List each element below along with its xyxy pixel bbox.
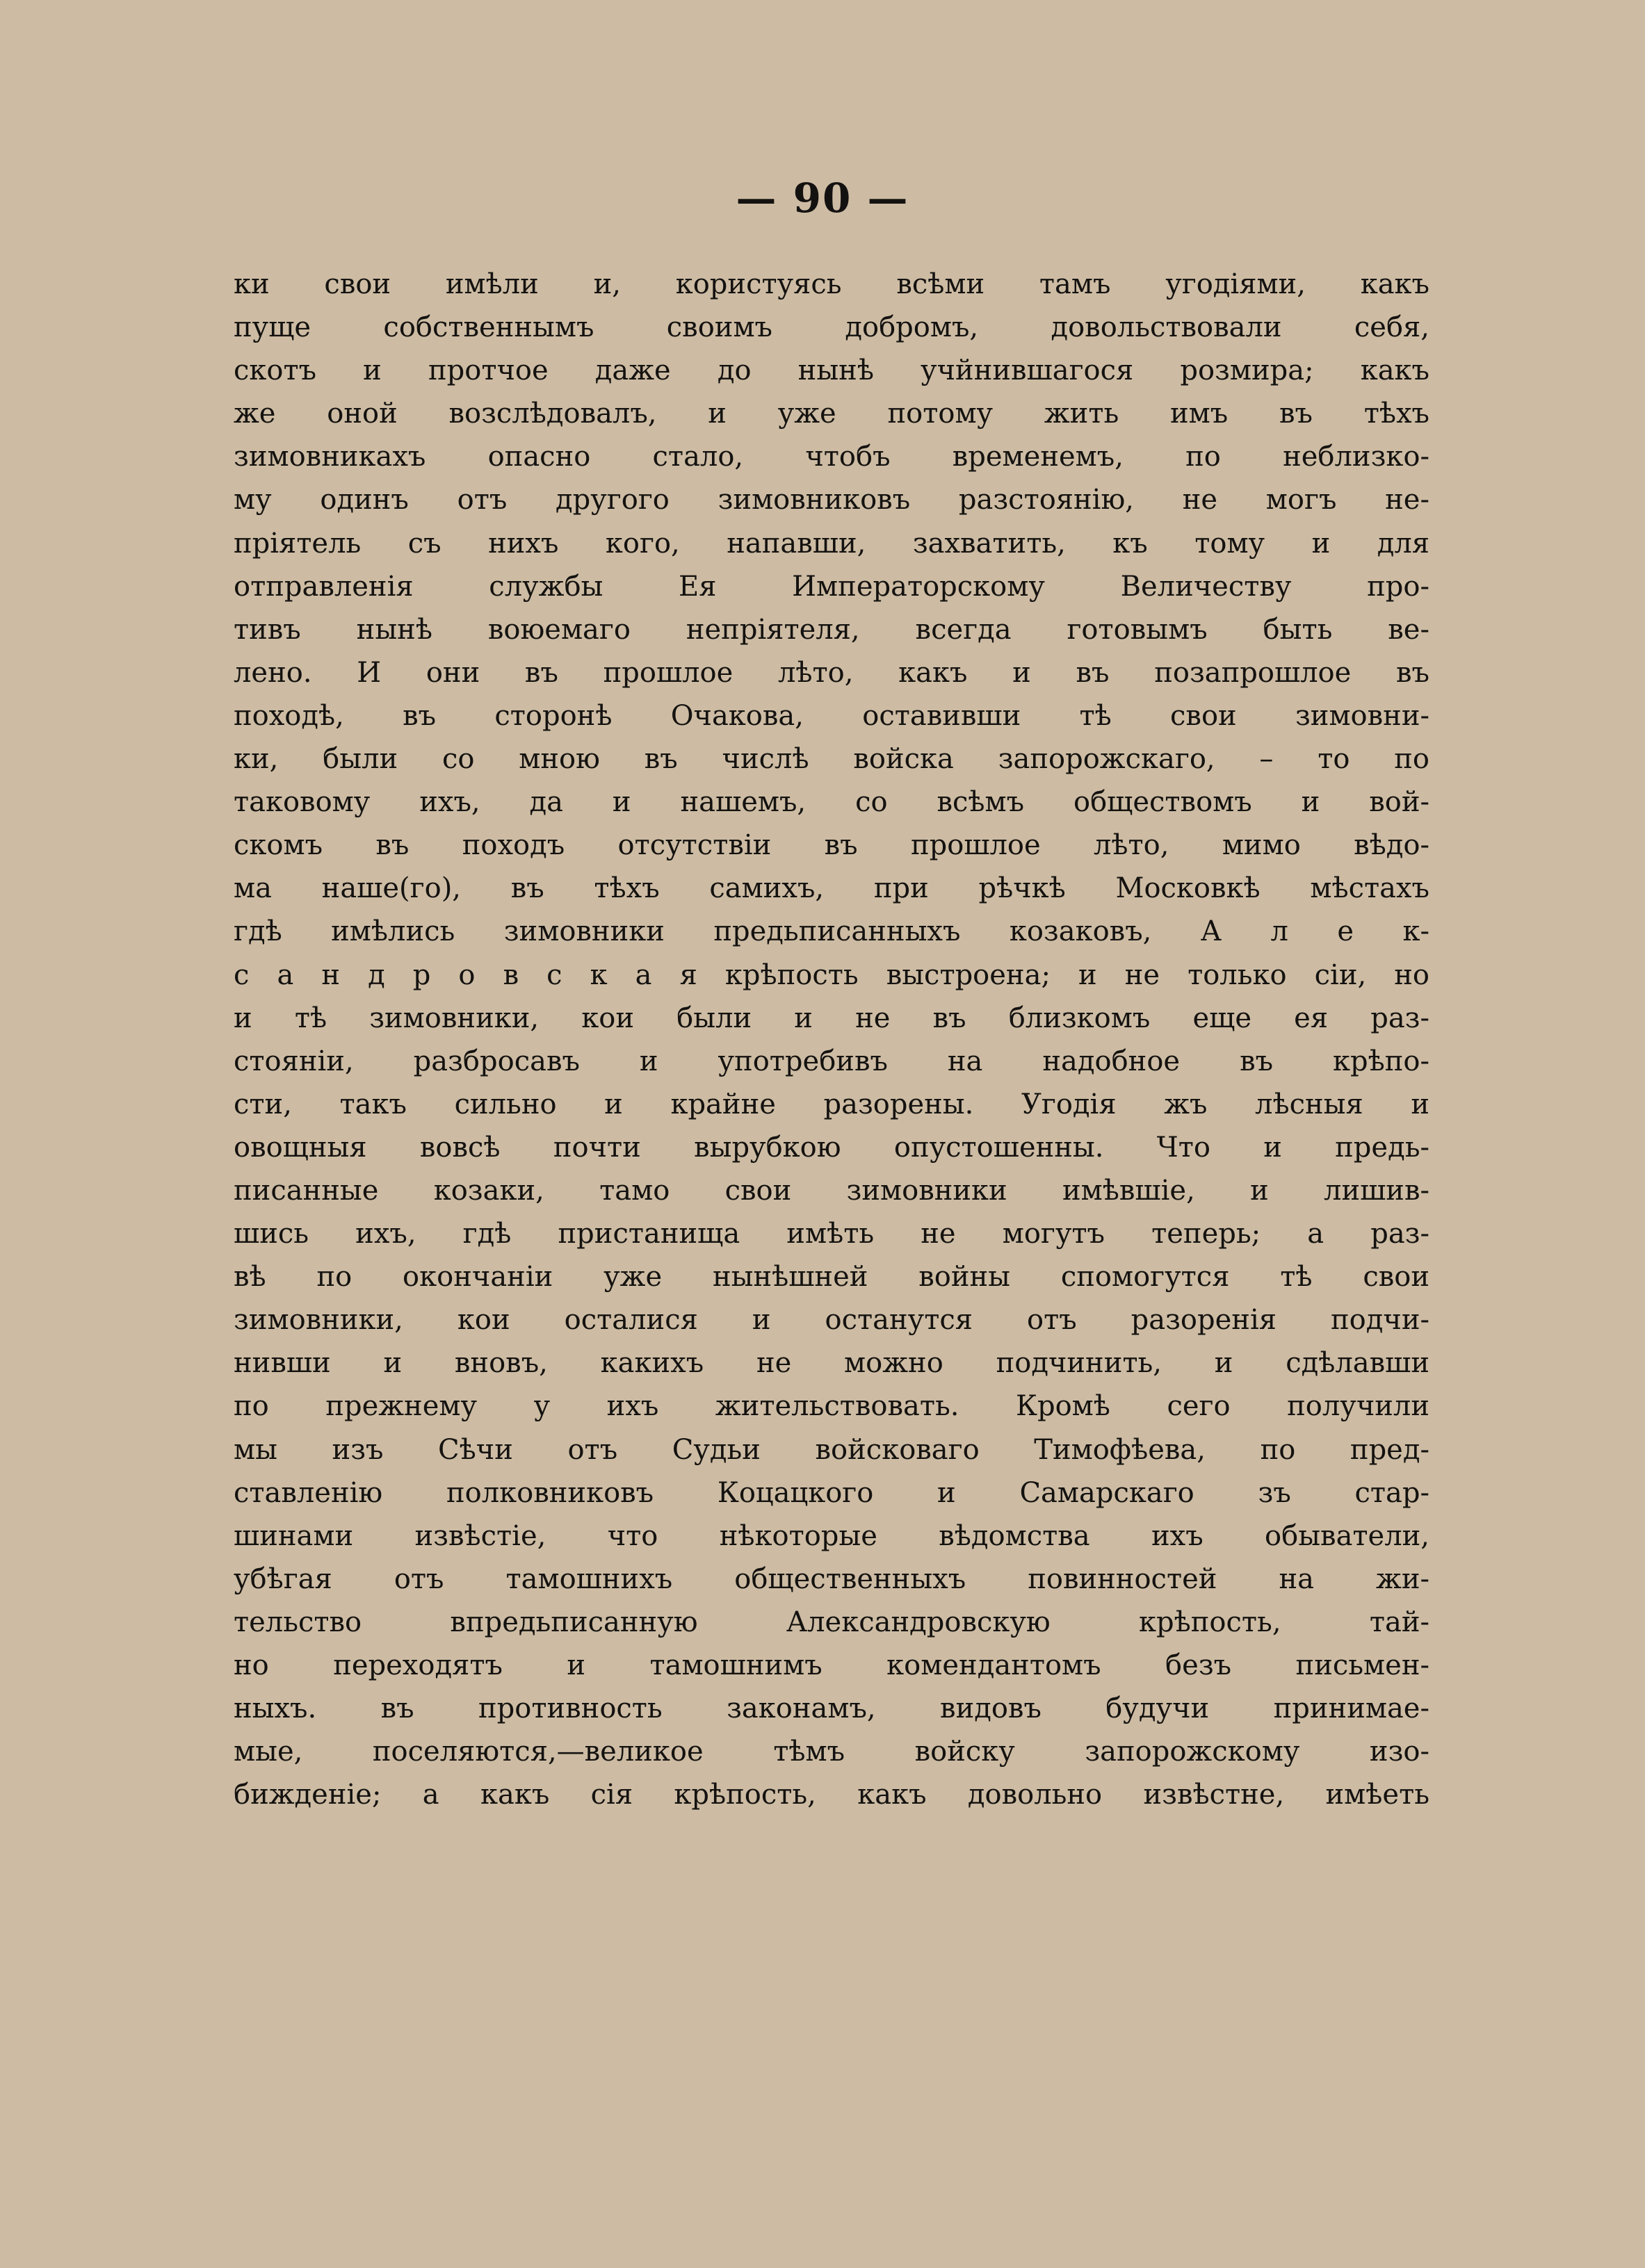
- text-line: овощныя вовсѣ почти вырубкою опустошенны. Что и предь-: [234, 1131, 1429, 1164]
- text-line: таковому ихъ, да и нашемъ, со всѣмъ обществомъ и вой-: [234, 786, 1429, 819]
- page-number: — 90 —: [736, 174, 909, 222]
- text-line: шинами извѣстіе, что нѣкоторые вѣдомства ихъ обыватели,: [234, 1519, 1429, 1552]
- text-line: шись ихъ, гдѣ пристанища имѣть не могутъ теперь; а раз-: [234, 1218, 1429, 1250]
- text-line: пуще собственнымъ своимъ добромъ, довольствовали себя,: [234, 311, 1429, 344]
- text-line: мые, поселяются,—великое тѣмъ войску запорожскому изо-: [234, 1736, 1429, 1768]
- text-line: лено. И они въ прошлое лѣто, какъ и въ позапрошлое въ: [234, 656, 1429, 689]
- text-line: сти, такъ сильно и крайне разорены. Угодія жъ лѣсныя и: [234, 1088, 1429, 1120]
- text-line: стояніи, разбросавъ и употребивъ на надобное въ крѣпо-: [234, 1045, 1429, 1077]
- text-line: отправленія службы Ея Императорскому Величеству про-: [234, 570, 1429, 603]
- text-line: нивши и вновъ, какихъ не можно подчинить, и сдѣлавши: [234, 1347, 1429, 1380]
- text-line: скотъ и протчое даже до нынѣ учйнившагося розмира; какъ: [234, 354, 1429, 387]
- text-line: походѣ, въ сторонѣ Очакова, оставивши тѣ свои зимовни-: [234, 699, 1429, 732]
- text-line: по прежнему у ихъ жительствовать. Кромѣ сего получили: [234, 1390, 1429, 1423]
- text-line: убѣгая отъ тамошнихъ общественныхъ повинностей на жи-: [234, 1563, 1429, 1595]
- text-line: тивъ нынѣ воюемаго непріятеля, всегда готовымъ быть ве-: [234, 613, 1429, 646]
- text-line: ма наше(го), въ тѣхъ самихъ, при рѣчкѣ Московкѣ мѣстахъ: [234, 872, 1429, 905]
- text-line: гдѣ имѣлись зимовники предьписанныхъ козаковъ, А л е к-: [234, 915, 1429, 948]
- text-line: ныхъ. въ противность законамъ, видовъ будучи принимае-: [234, 1692, 1429, 1725]
- text-line: ки свои имѣли и, користуясь всѣми тамъ угодіями, какъ: [234, 268, 1429, 300]
- text-line: с а н д р о в с к а я крѣпость выстроена; и не только сіи, но: [234, 958, 1429, 991]
- text-line: бижденіе; а какъ сія крѣпость, какъ довольно извѣстне, имѣеть: [234, 1779, 1429, 1811]
- text-line: му одинъ отъ другого зимовниковъ разстоянію, не могъ не-: [234, 484, 1429, 516]
- text-line: скомъ въ походъ отсутствіи въ прошлое лѣто, мимо вѣдо-: [234, 829, 1429, 862]
- text-line: зимовники, кои осталися и останутся отъ разоренія подчи-: [234, 1304, 1429, 1337]
- text-line: вѣ по окончаніи уже нынѣшней войны спомогутся тѣ свои: [234, 1261, 1429, 1294]
- text-line: пріятель съ нихъ кого, напавши, захватить, къ тому и для: [234, 527, 1429, 560]
- text-line: мы изъ Сѣчи отъ Судьи войсковаго Тимофѣева, по пред-: [234, 1433, 1429, 1466]
- text-line: тельство впредьписанную Александровскую крѣпость, тай-: [234, 1606, 1429, 1638]
- text-line: писанные козаки, тамо свои зимовники имѣвшіе, и лишив-: [234, 1174, 1429, 1207]
- text-line: но переходятъ и тамошнимъ комендантомъ безъ письмен-: [234, 1649, 1429, 1681]
- text-line: зимовникахъ опасно стало, чтобъ временемъ, по неблизко-: [234, 441, 1429, 473]
- text-line: же оной возслѣдовалъ, и уже потому жить имъ въ тѣхъ: [234, 398, 1429, 430]
- text-line: и тѣ зимовники, кои были и не въ близкомъ еще ея раз-: [234, 1002, 1429, 1034]
- body-text: [234, 263, 1429, 1816]
- text-line: ки, были со мною въ числѣ войска запорожскаго, – то по: [234, 743, 1429, 776]
- text-line: ставленію полковниковъ Коцацкого и Самарскаго зъ стар-: [234, 1476, 1429, 1509]
